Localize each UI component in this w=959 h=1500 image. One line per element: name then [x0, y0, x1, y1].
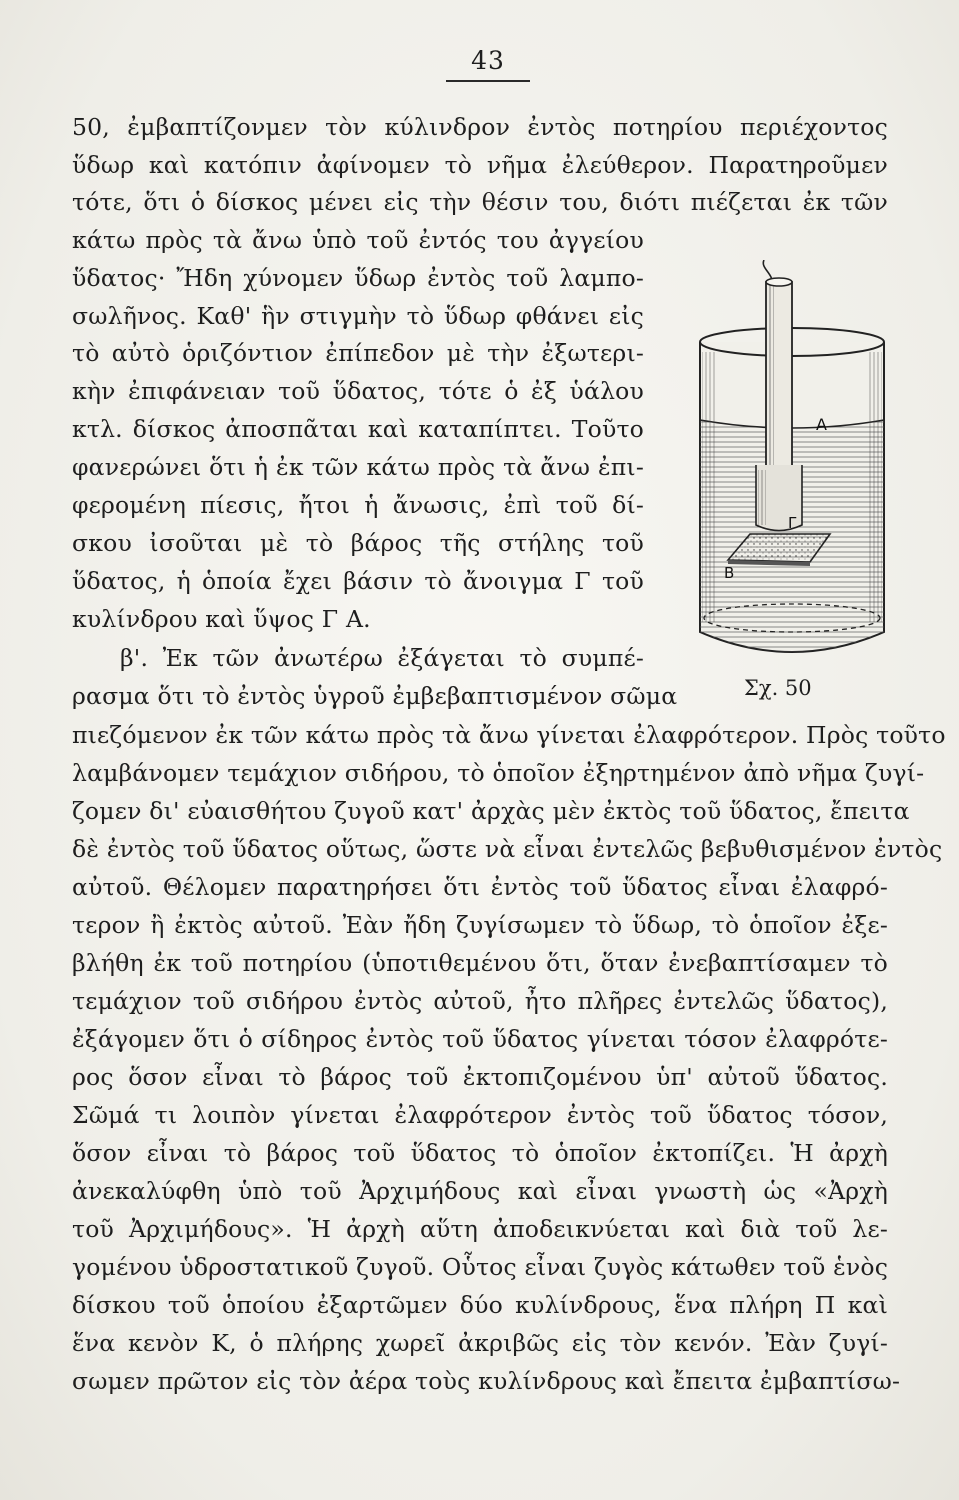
text-line: ρος ὅσον εἶναι τὸ βάρος τοῦ ἐκτοπιζομένου ὑπ' αὐτοῦ ὕδατος. [72, 1063, 888, 1091]
text-line: φερομένη πίεσις, ἤτοι ἡ ἄνωσις, ἐπὶ τοῦ δί- [72, 491, 644, 519]
figure-50-illustration [680, 260, 905, 690]
text-line: σωλῆνος. Καθ' ἣν στιγμὴν τὸ ὕδωρ φθάνει εἰς [72, 302, 644, 330]
text-line: δίσκου τοῦ ὁποίου ἐξαρτῶμεν δύο κυλίνδρους, ἕνα πλήρη Π καὶ [72, 1291, 888, 1319]
text-line: σωμεν πρῶτον εἰς τὸν ἀέρα τοὺς κυλίνδρους καὶ ἔπειτα ἐμβαπτίσω- [72, 1367, 901, 1395]
text-line: Σῶμά τι λοιπὸν γίνεται ἐλαφρότερον ἐντὸς τοῦ ὕδατος τόσον, [72, 1101, 888, 1129]
text-line: κάτω πρὸς τὰ ἄνω ὑπὸ τοῦ ἐντός του ἀγγείου [72, 226, 644, 254]
text-line: κὴν ἐπιφάνειαν τοῦ ὕδατος, τότε ὁ ἐξ ὑάλου [72, 377, 644, 405]
text-line: λαμβάνομεν τεμάχιον σιδήρου, τὸ ὁποῖον ἐξηρτημένον ἀπὸ νῆμα ζυγί- [72, 759, 925, 787]
label-g: Γ [788, 514, 797, 532]
text-line: τότε, ὅτι ὁ δίσκος μένει εἰς τὴν θέσιν του, διότι πιέζεται ἐκ τῶν [72, 188, 888, 216]
text-line: τὸ αὐτὸ ὁριζόντιον ἐπίπεδον μὲ τὴν ἐξωτερι- [72, 339, 644, 367]
label-a: Α [816, 415, 827, 434]
text-line: ὕδατος· Ἤδη χύνομεν ὕδωρ ἐντὸς τοῦ λαμπο- [72, 264, 644, 292]
glass-vessel-diagram [680, 260, 905, 690]
text-line: ὕδωρ καὶ κατόπιν ἀφίνομεν τὸ νῆμα ἐλεύθερον. Παρατηροῦμεν [72, 151, 888, 179]
text-line: ρασμα ὅτι τὸ ἐντὸς ὑγροῦ ἐμβεβαπτισμένον σῶμα [72, 682, 678, 710]
text-line: σκου ἰσοῦται μὲ τὸ βάρος τῆς στήλης τοῦ [72, 529, 644, 557]
text-line: κτλ. δίσκος ἀποσπᾶται καὶ καταπίπτει. Τοῦτο [72, 415, 644, 443]
text-line: πιεζόμενον ἐκ τῶν κάτω πρὸς τὰ ἄνω γίνεται ἐλαφρότερον. Πρὸς τοῦτο [72, 721, 946, 749]
page-number: 43 [471, 46, 505, 75]
text-line: τερον ἢ ἐκτὸς αὐτοῦ. Ἐὰν ἤδη ζυγίσωμεν τὸ ὕδωρ, τὸ ὁποῖον ἐξε- [72, 911, 888, 939]
text-line: γομένου ὑδροστατικοῦ ζυγοῦ. Οὗτος εἶναι ζυγὸς κάτωθεν τοῦ ἑνὸς [72, 1253, 889, 1281]
text-line: φανερώνει ὅτι ἡ ἐκ τῶν κάτω πρὸς τὰ ἄνω ἐπι- [72, 453, 644, 481]
text-line: ζομεν δι' εὐαισθήτου ζυγοῦ κατ' ἀρχὰς μὲν ἐκτὸς τοῦ ὕδατος, ἔπειτα [72, 797, 910, 825]
text-line: κυλίνδρου καὶ ὕψος Γ Α. [72, 605, 371, 633]
text-line: ὕδατος, ἡ ὁποία ἔχει βάσιν τὸ ἄνοιγμα Γ τοῦ [72, 567, 644, 595]
text-line: ἀνεκαλύφθη ὑπὸ τοῦ Ἀρχιμήδους καὶ εἶναι γνωστὴ ὡς «Ἀρχὴ [72, 1177, 888, 1205]
figure-caption: Σχ. 50 [744, 676, 812, 700]
text-line: τοῦ Ἀρχιμήδους». Ἡ ἀρχὴ αὕτη ἀποδεικνύεται καὶ διὰ τοῦ λε- [72, 1215, 888, 1243]
text-line: αὐτοῦ. Θέλομεν παρατηρήσει ὅτι ἐντὸς τοῦ ὕδατος εἶναι ἐλαφρό- [72, 873, 888, 901]
text-line: ὅσον εἶναι τὸ βάρος τοῦ ὕδατος τὸ ὁποῖον ἐκτοπίζει. Ἡ ἀρχὴ [72, 1139, 888, 1167]
text-line: δὲ ἐντὸς τοῦ ὕδατος οὕτως, ὥστε νὰ εἶναι ἐντελῶς βεβυθισμένον ἐντὸς [72, 835, 943, 863]
page-number-rule [446, 80, 530, 82]
text-line: β'. Ἐκ τῶν ἀνωτέρω ἐξάγεται τὸ συμπέ- [120, 644, 644, 672]
text-line: ἕνα κενὸν Κ, ὁ πλήρης χωρεῖ ἀκριβῶς εἰς τὸν κενόν. Ἐὰν ζυγί- [72, 1329, 888, 1357]
label-b: Β [724, 564, 735, 582]
text-line: ἐξάγομεν ὅτι ὁ σίδηρος ἐντὸς τοῦ ὕδατος γίνεται τόσον ἐλαφρότε- [72, 1025, 888, 1053]
text-line: 50, ἐμβαπτίζονμεν τὸν κύλινδρον ἐντὸς ποτηρίου περιέχοντος [72, 113, 888, 141]
text-line: βλήθη ἐκ τοῦ ποτηρίου (ὑποτιθεμένου ὅτι, ὅταν ἐνεβαπτίσαμεν τὸ [72, 949, 888, 977]
text-line: τεμάχιον τοῦ σιδήρου ἐντὸς αὐτοῦ, ἦτο πλῆρες ἐντελῶς ὕδατος), [72, 987, 888, 1015]
